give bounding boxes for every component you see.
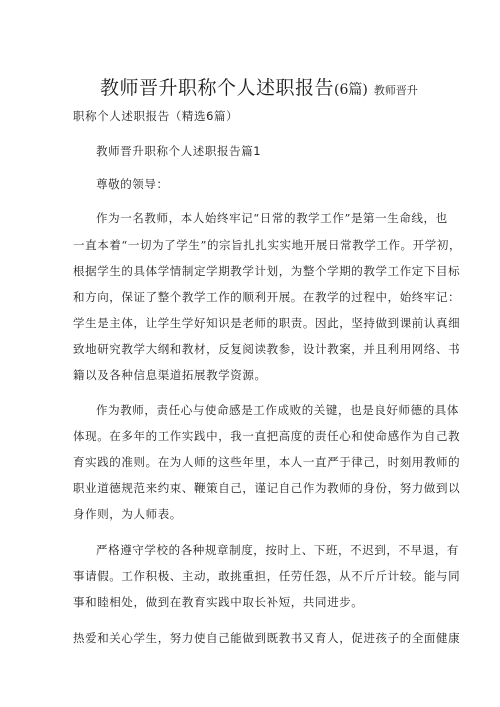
- paragraph-3-line-2: 事请假。工作积极、主动，敢挑重担，任劳任怨，从不斤斤计较。能与同: [73, 569, 461, 583]
- paragraph-1-line-7: 籍以及各种信息渠道拓展教学资源。: [73, 368, 267, 382]
- paragraph-1-line-3: 根据学生的具体学情制定学期教学计划，为整个学期的教学工作定下目标: [73, 264, 461, 278]
- paragraph-3-line-3: 事和睦相处，做到在教育实践中取长补短，共同进步。: [73, 595, 364, 609]
- paragraph-1-line-2: 一直本着“一切为了学生”的宗旨扎扎实实地开展日常教学工作。开学初，: [73, 238, 462, 252]
- paragraph-1-line-1: 作为一名教师，本人始终牢记“日常的教学工作”是第一生命线，也: [96, 211, 448, 225]
- paragraph-2-line-5: 身作则，为人师表。: [73, 507, 182, 521]
- paragraph-2-line-1: 作为教师，责任心与使命感是工作成败的关键，也是良好师德的具体: [96, 403, 459, 417]
- paragraph-2-line-2: 体现。在多年的工作实践中，我一直把高度的责任心和使命感作为自己教: [73, 429, 461, 443]
- paragraph-1-line-4: 和方向，保证了整个教学工作的顺利开展。在教学的过程中，始终牢记：: [73, 290, 461, 304]
- paragraph-3-line-1: 严格遵守学校的各种规章制度，按时上、下班，不迟到，不早退，有: [96, 543, 459, 557]
- document-title: 教师晋升职称个人述职报告: [100, 77, 335, 99]
- document-title-tail: 教师晋升: [373, 84, 418, 97]
- paragraph-1-line-6: 致地研究教学大纲和教材，反复阅读教参，设计教案，并且利用网络、书: [73, 342, 461, 356]
- paragraph-2-line-3: 育实践的准则。在为人师的这些年里，本人一直严于律己，时刻用教师的: [73, 455, 461, 469]
- document-title-suffix: (6篇): [334, 82, 368, 98]
- paragraph-1-line-5: 学生是主体，让学生学好知识是老师的职责。因此，坚持做到课前认真细: [73, 316, 461, 330]
- section-heading: 教师晋升职称个人述职报告篇1: [96, 144, 262, 158]
- paragraph-4-line-1: 热爱和关心学生，努力使自己能做到既教书又育人，促进孩子的全面健康: [73, 631, 461, 645]
- subtitle-line: 职称个人述职报告（精选6篇）: [73, 109, 239, 123]
- paragraph-2-line-4: 职业道德规范来约束、鞭策自己，谨记自己作为教师的身份，努力做到以: [73, 481, 461, 495]
- document-title-line: [100, 74, 480, 105]
- salutation: 尊敬的领导：: [96, 177, 169, 191]
